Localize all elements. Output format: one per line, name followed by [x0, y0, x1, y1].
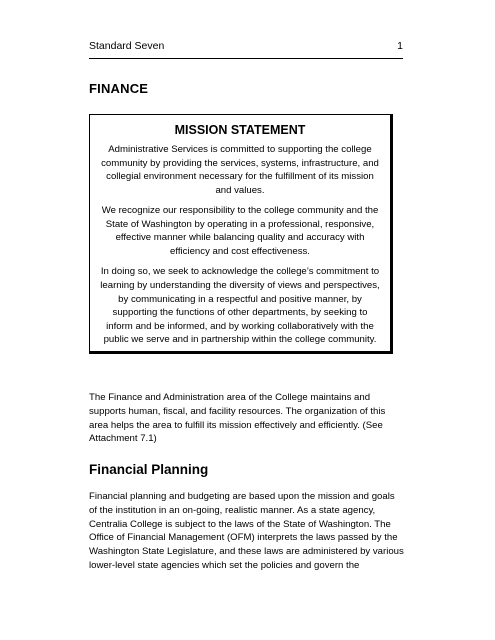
header-title: Standard Seven [89, 40, 165, 52]
intro-paragraph: The Finance and Administration area of the College maintains and supports human, fiscal, and facility resources. The organization of this area helps the area to fulfill its mission effectively and efficiently. (See Attachment 7.1) [89, 392, 386, 445]
page-number: 1 [397, 40, 403, 52]
mission-paragraph: Administrative Services is committed to supporting the college community by providing the services, systems, infrastructure, and collegial environment necessary for the fulfillment of its mission and values. [101, 144, 379, 196]
mission-paragraph: In doing so, we seek to acknowledge the college’s commitment to learning by understanding the diversity of views and perspectives, by communicating in a respectful and positive manner, by supporting the functions of other departments, by seeking to inform and be informed, and by working collaboratively with the public we serve and in partnership within the college community. [100, 266, 380, 346]
mission-paragraph: We recognize our responsibility to the college community and the State of Washington by operating in a professional, responsive, effective manner while balancing quality and accuracy with efficiency and cost effectiveness. [101, 205, 379, 257]
mission-title: MISSION STATEMENT [174, 123, 306, 137]
mission-statement-box [89, 114, 393, 354]
financial-planning-paragraph: Financial planning and budgeting are based upon the mission and goals of the institution in an on-going, realistic manner. As a state agency, Centralia College is subject to the laws of the State of Washington. The Office of Financial Management (OFM) interprets the laws passed by the Washington State Legislature, and these laws are administered by various lower-level state agencies which set the policies and govern the [89, 491, 404, 571]
section-title: FINANCE [89, 81, 149, 96]
header-divider [89, 58, 403, 59]
financial-planning-heading: Financial Planning [89, 462, 209, 477]
page-header [89, 40, 403, 52]
